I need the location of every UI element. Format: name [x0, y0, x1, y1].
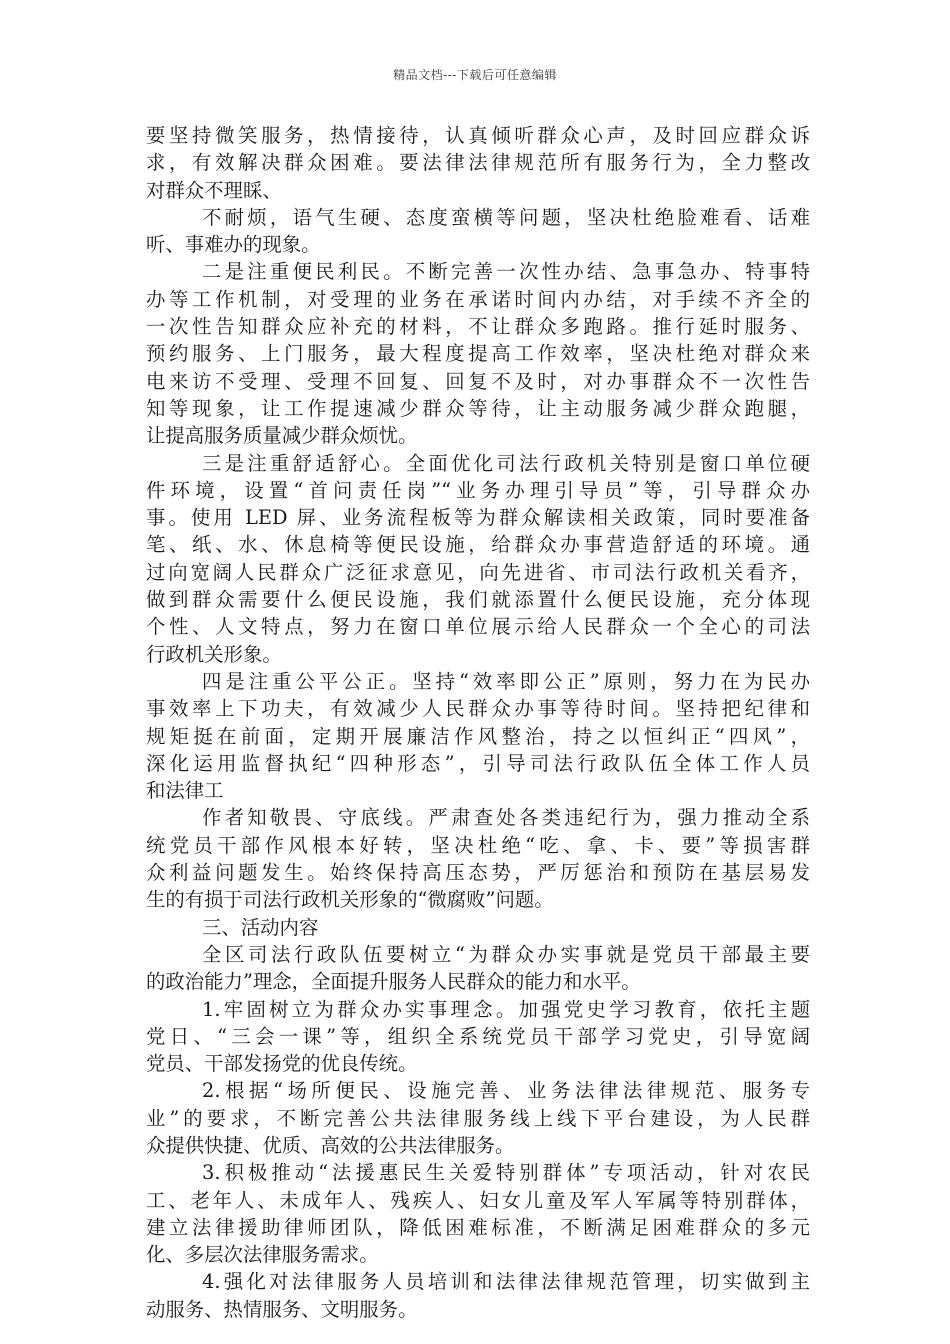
paragraph: [146, 204, 810, 259]
paragraph-line: 统党员干部作风根本好转，坚决杜绝“吃、拿、卡、要”等损害群: [146, 833, 810, 857]
paragraph-line: 生的有损于司法行政机关形象的“微腐败”问题。: [146, 888, 554, 912]
paragraph-line: 作者知敬畏、守底线。严肃查处各类违纪行为，强力推动全系: [202, 806, 810, 830]
paragraph-line: 四是注重公平公正。坚持“效率即公正”原则，努力在为民办: [202, 669, 810, 693]
paragraph: [146, 450, 810, 668]
paragraph-line: 求，有效解决群众困难。要法律法律规范所有服务行为，全力整改: [146, 151, 810, 175]
paragraph: [146, 804, 810, 913]
paragraph-line: 4.强化对法律服务人员培训和法律法律规范管理，切实做到主: [202, 1270, 810, 1294]
paragraph: [146, 1077, 810, 1159]
paragraph-line: 笔、纸、水、休息椅等便民设施，给群众办事营造舒适的环境。通: [146, 533, 810, 557]
document-body: [146, 122, 810, 1323]
paragraph-line: 三、活动内容: [202, 915, 319, 939]
paragraph-line: 预约服务、上门服务，最大程度提高工作效率，坚决杜绝对群众来: [146, 342, 810, 366]
paragraph-line: 规矩挺在前面，定期开展廉洁作风整治，持之以恒纠正“四风”，: [146, 724, 810, 748]
paragraph-line: 众提供快捷、优质、高效的公共法律服务。: [146, 1133, 515, 1157]
paragraph-line: 3.积极推动“法援惠民生关爱特别群体”专项活动，针对农民: [202, 1161, 810, 1185]
paragraph-line: 知等现象，让工作提速减少群众等待，让主动服务减少群众跑腿，: [146, 396, 810, 420]
paragraph-line: 化、多层次法律服务需求。: [146, 1243, 379, 1267]
paragraph-line: 个性、人文特点，努力在窗口单位展示给人民群众一个全心的司法: [146, 615, 810, 639]
paragraph: [146, 122, 810, 204]
paragraph-line: 建立法律援助律师团队，降低困难标准，不断满足困难群众的多元: [146, 1215, 810, 1239]
paragraph-line: 全区司法行政队伍要树立“为群众办实事就是党员干部最主要: [202, 942, 810, 966]
paragraph-line: 让提高服务质量减少群众烦忧。: [146, 424, 418, 448]
paragraph-line: 动服务、热情服务、文明服务。: [146, 1297, 418, 1321]
paragraph-line: 件环境，设置“首问责任岗”“业务办理引导员”等，引导群众办: [146, 478, 810, 502]
paragraph-line: 业”的要求，不断完善公共法律服务线上线下平台建设，为人民群: [146, 1106, 810, 1130]
paragraph-line: 不耐烦，语气生硬、态度蛮横等问题，坚决杜绝脸难看、话难: [202, 205, 810, 229]
paragraph: [146, 941, 810, 996]
paragraph-line: 电来访不受理、受理不回复、回复不及时，对办事群众不一次性告: [146, 369, 810, 393]
paragraph: [146, 1268, 810, 1323]
paragraph-line: 事效率上下功夫，有效减少人民群众办事等待时间。坚持把纪律和: [146, 697, 810, 721]
paragraph-line: 事。使用 LED 屏、业务流程板等为群众解读相关政策，同时要准备: [146, 506, 810, 530]
paragraph-line: 众利益问题发生。始终保持高压态势，严厉惩治和预防在基层易发: [146, 861, 810, 885]
paragraph-line: 和法律工: [146, 779, 224, 803]
paragraph: [146, 914, 810, 941]
paragraph-line: 办等工作机制，对受理的业务在承诺时间内办结，对手续不齐全的: [146, 287, 810, 311]
paragraph-line: 三是注重舒适舒心。全面优化司法行政机关特别是窗口单位硬: [202, 451, 810, 475]
paragraph-line: 工、老年人、未成年人、残疾人、妇女儿童及军人军属等特别群体，: [146, 1188, 810, 1212]
paragraph-line: 深化运用监督执纪“四种形态”，引导司法行政队伍全体工作人员: [146, 751, 810, 775]
paragraph-line: 一次性告知群众应补充的材料，不让群众多跑路。推行延时服务、: [146, 315, 810, 339]
paragraph: [146, 1159, 810, 1268]
paragraph-line: 的政治能力”理念，全面提升服务人民群众的能力和水平。: [146, 970, 641, 994]
paragraph-line: 行政机关形象。: [146, 642, 282, 666]
page-header: 精品文档---下载后可任意编辑: [393, 68, 557, 82]
paragraph-line: 党日、“三会一课”等，组织全系统党员干部学习党史，引导宽阔: [146, 1024, 810, 1048]
paragraph-line: 听、事难办的现象。: [146, 233, 321, 257]
paragraph-line: 对群众不理睬、: [146, 178, 282, 202]
paragraph: [146, 668, 810, 804]
paragraph: [146, 258, 810, 449]
paragraph-line: 党员、干部发扬党的优良传统。: [146, 1052, 418, 1076]
paragraph-line: 1.牢固树立为群众办实事理念。加强党史学习教育，依托主题: [202, 997, 810, 1021]
paragraph-line: 二是注重便民利民。不断完善一次性办结、急事急办、特事特: [202, 260, 810, 284]
paragraph-line: 过向宽阔人民群众广泛征求意见，向先进省、市司法行政机关看齐，: [146, 560, 810, 584]
paragraph-line: 做到群众需要什么便民设施，我们就添置什么便民设施，充分体现: [146, 588, 810, 612]
paragraph: [146, 996, 810, 1078]
paragraph-line: 2.根据“场所便民、设施完善、业务法律法律规范、服务专: [202, 1079, 810, 1103]
paragraph-line: 要坚持微笑服务，热情接待，认真倾听群众心声，及时回应群众诉: [146, 124, 810, 147]
